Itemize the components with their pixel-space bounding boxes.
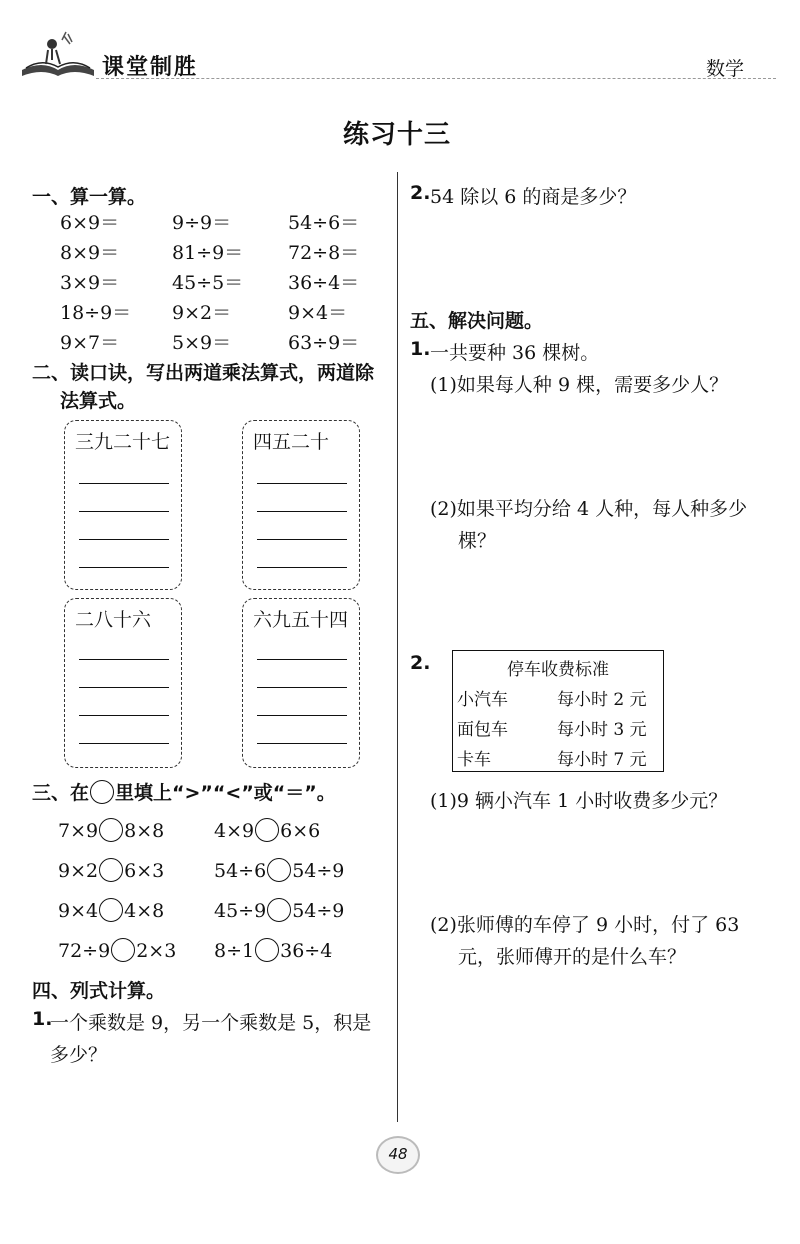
answer-line[interactable] xyxy=(257,715,347,716)
answer-line[interactable] xyxy=(79,539,169,540)
compare-left: 8÷1 xyxy=(214,940,255,962)
question-text: 54 除以 6 的商是多少？ xyxy=(430,186,637,208)
sub-question-cont: 元，张师傅开的是什么车？ xyxy=(458,946,687,968)
compare-circle[interactable] xyxy=(255,938,279,962)
answer-line[interactable] xyxy=(257,743,347,744)
problem-number: 2. xyxy=(410,652,431,674)
calc-item: 9×4＝ xyxy=(288,302,348,324)
answer-line[interactable] xyxy=(257,539,347,540)
calc-item: 63÷9＝ xyxy=(288,332,360,354)
page-title: 练习十三 xyxy=(343,120,452,150)
answer-line[interactable] xyxy=(257,511,347,512)
sub-question: (2)如果平均分给 4 人种，每人种多少 xyxy=(430,498,748,520)
mnemonic-card xyxy=(64,598,182,768)
section4-heading: 四、列式计算。 xyxy=(32,980,166,1002)
mnemonic-text: 六九五十四 xyxy=(253,609,349,631)
table-cell: 每小时 3 元 xyxy=(557,720,647,740)
mnemonic-text: 四五二十 xyxy=(253,431,330,453)
compare-circle[interactable] xyxy=(99,818,123,842)
mnemonic-text: 三九二十七 xyxy=(75,431,171,453)
answer-line[interactable] xyxy=(79,715,169,716)
compare-item xyxy=(214,858,344,882)
compare-left: 4×9 xyxy=(214,820,255,842)
calc-item: 36÷4＝ xyxy=(288,272,360,294)
compare-left: 72÷9 xyxy=(58,940,111,962)
section2-heading-cont: 法算式。 xyxy=(60,390,137,412)
compare-circle[interactable] xyxy=(255,818,279,842)
header-logo xyxy=(18,30,98,80)
compare-circle[interactable] xyxy=(99,858,123,882)
compare-item xyxy=(214,898,344,922)
sub-question: (1)如果每人种 9 棵，需要多少人？ xyxy=(430,374,729,396)
compare-circle[interactable] xyxy=(99,898,123,922)
parking-fee-table xyxy=(452,650,664,772)
mnemonic-text: 二八十六 xyxy=(75,609,152,631)
question-text: 一个乘数是 9，另一个乘数是 5，积是 xyxy=(50,1012,372,1034)
section3-heading-prefix: 三、在 xyxy=(32,782,90,804)
compare-right: 36÷4 xyxy=(280,940,333,962)
question-text-cont: 多少？ xyxy=(50,1044,108,1066)
calc-item: 5×9＝ xyxy=(172,332,232,354)
calc-item: 3×9＝ xyxy=(60,272,120,294)
compare-right: 2×3 xyxy=(136,940,177,962)
sub-question: (2)张师傅的车停了 9 小时，付了 63 xyxy=(430,914,740,936)
compare-left: 9×2 xyxy=(58,860,99,882)
calc-item: 54÷6＝ xyxy=(288,212,360,234)
circle-icon xyxy=(90,780,114,804)
calc-item: 72÷8＝ xyxy=(288,242,360,264)
question-number: 2. xyxy=(410,182,431,204)
mnemonic-card xyxy=(242,598,360,768)
compare-circle[interactable] xyxy=(267,898,291,922)
answer-line[interactable] xyxy=(79,511,169,512)
mnemonic-card xyxy=(242,420,360,590)
compare-item xyxy=(58,818,164,842)
compare-right: 8×8 xyxy=(124,820,165,842)
calc-item: 18÷9＝ xyxy=(60,302,132,324)
problem-text: 一共要种 36 棵树。 xyxy=(430,342,600,364)
header-rule xyxy=(96,78,776,79)
compare-left: 7×9 xyxy=(58,820,99,842)
compare-circle[interactable] xyxy=(111,938,135,962)
sub-question: (1)9 辆小汽车 1 小时收费多少元？ xyxy=(430,790,728,812)
answer-line[interactable] xyxy=(79,743,169,744)
compare-right: 4×8 xyxy=(124,900,165,922)
table-cell: 卡车 xyxy=(457,750,491,770)
sub-question-cont: 棵？ xyxy=(458,530,497,552)
compare-left: 45÷9 xyxy=(214,900,267,922)
answer-line[interactable] xyxy=(79,567,169,568)
answer-line[interactable] xyxy=(79,687,169,688)
compare-right: 6×3 xyxy=(124,860,165,882)
column-divider xyxy=(397,172,398,1122)
header-subject: 数学 xyxy=(706,58,745,80)
answer-line[interactable] xyxy=(257,659,347,660)
calc-item: 9÷9＝ xyxy=(172,212,232,234)
page-number-badge xyxy=(376,1136,420,1174)
compare-left: 9×4 xyxy=(58,900,99,922)
table-cell: 面包车 xyxy=(457,720,508,740)
section1-heading: 一、算一算。 xyxy=(32,186,147,208)
answer-line[interactable] xyxy=(257,483,347,484)
section3-heading-suffix: 里填上“>”“<”或“＝”。 xyxy=(115,782,336,804)
calc-item: 6×9＝ xyxy=(60,212,120,234)
table-cell: 小汽车 xyxy=(457,690,508,710)
answer-line[interactable] xyxy=(257,687,347,688)
compare-item xyxy=(214,818,320,842)
section5-heading: 五、解决问题。 xyxy=(410,310,544,332)
answer-line[interactable] xyxy=(257,567,347,568)
header-brand: 课堂制胜 xyxy=(102,55,199,80)
answer-line[interactable] xyxy=(79,659,169,660)
compare-right: 54÷9 xyxy=(292,900,345,922)
compare-item xyxy=(214,938,332,962)
compare-item xyxy=(58,858,164,882)
compare-left: 54÷6 xyxy=(214,860,267,882)
answer-line[interactable] xyxy=(79,483,169,484)
calc-item: 9×2＝ xyxy=(172,302,232,324)
calc-item: 9×7＝ xyxy=(60,332,120,354)
table-title: 停车收费标准 xyxy=(507,660,609,680)
compare-item xyxy=(58,898,164,922)
calc-item: 81÷9＝ xyxy=(172,242,244,264)
compare-right: 6×6 xyxy=(280,820,321,842)
table-cell: 每小时 2 元 xyxy=(557,690,647,710)
section3-heading xyxy=(32,778,336,805)
compare-right: 54÷9 xyxy=(292,860,345,882)
mnemonic-card xyxy=(64,420,182,590)
calc-item: 8×9＝ xyxy=(60,242,120,264)
calc-item: 45÷5＝ xyxy=(172,272,244,294)
question-number: 1. xyxy=(32,1008,53,1030)
section2-heading: 二、读口诀，写出两道乘法算式，两道除 xyxy=(32,362,375,384)
book-logo-icon xyxy=(18,30,98,80)
table-cell: 每小时 7 元 xyxy=(557,750,647,770)
compare-item xyxy=(58,938,176,962)
compare-circle[interactable] xyxy=(267,858,291,882)
problem-number: 1. xyxy=(410,338,431,360)
page-number: 48 xyxy=(388,1145,408,1163)
